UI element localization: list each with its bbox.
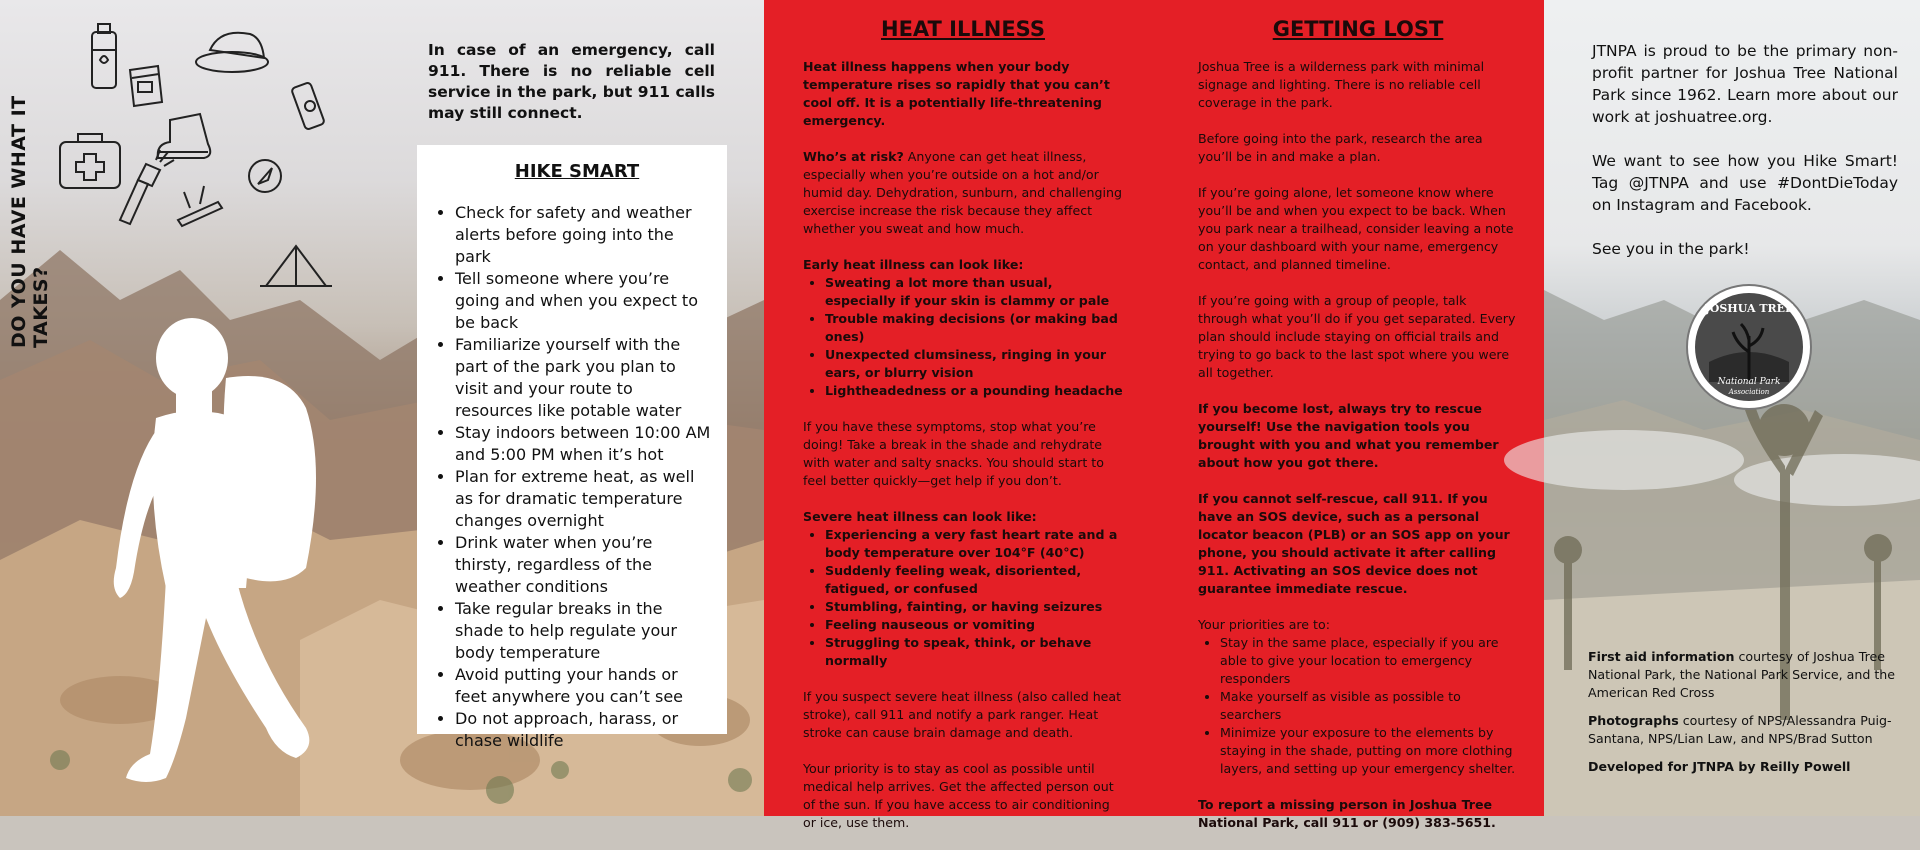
list-item: • Struggling to speak, think, or behave normally [825,634,1123,670]
credits [1588,648,1908,786]
early-signs-list [803,274,1123,400]
list-item: • Unexpected clumsiness, ringing in your ears, or blurry vision [825,346,1123,382]
list-item: • Plan for extreme heat, as well as for dramatic temperature changes overnight [455,466,713,532]
compass-icon [249,160,281,192]
logo-bottom-text-2: Association [1728,388,1770,396]
list-item: • Experiencing a very fast heart rate and a body temperature over 104°F (40°C) [825,526,1123,562]
getting-lost-title: GETTING LOST [1272,17,1444,41]
list-item: • Trouble making decisions (or making bad ones) [825,310,1123,346]
list-item: • Drink water when you’re thirsty, regardless of the weather conditions [455,532,713,598]
first-aid-kit-icon [60,134,120,188]
list-item: • Take regular breaks in the shade to help regulate your body temperature [455,598,713,664]
hike-smart-list [433,202,713,752]
credit-firstaid [1588,648,1908,702]
list-item: • Feeling nauseous or vomiting [825,616,1123,634]
list-item: • Stay indoors between 10:00 AM and 5:00 PM when it’s hot [455,422,713,466]
left-panel [0,0,764,816]
red-panel [764,0,1544,830]
list-item: • Sweating a lot more than usual, especially if your skin is clammy or pale [825,274,1123,310]
heat-intro: Heat illness happens when your body temperature rises so rapidly that you can’t cool off. It is a potentially life-threatening emergency. [803,59,1110,128]
list-item: • Stay in the same place, especially if you are able to give your location to emergency responders [1220,634,1518,688]
heat-risk-text: Anyone can get heat illness, especially when you’re outside on a hot and/or humid day. Dehydration, sunburn, and challenging exercise increase the risk because they affect whether you sweat and how much. [803,149,1122,236]
credit-photos [1588,712,1908,748]
food-bag-icon [130,66,162,106]
credit-photos-text: courtesy of NPS/Alessandra Puig-Santana, NPS/Lian Law, and NPS/Brad Sutton [1588,713,1892,746]
heat-risk-label: Who’s at risk? [803,149,904,164]
list-item: • Avoid putting your hands or feet anywhere you can’t see [455,664,713,708]
early-action: If you have these symptoms, stop what you’re doing! Take a break in the shade and rehydrate with water and salty snacks. You should start to feel better quickly—get help if you don’t. [803,419,1104,488]
lost-paragraph-1: Joshua Tree is a wilderness park with minimal signage and lighting. There is no reliable cell coverage in the park. [1198,59,1485,110]
getting-lost-column [1198,16,1518,850]
lost-paragraph-3: If you’re going alone, let someone know where you’ll be and when you expect to be back. When you park near a trailhead, consider leaving a note on your dashboard with your name, emergency contact, and planned timeline. [1198,185,1514,272]
severe-signs-label: Severe heat illness can look like: [803,509,1037,524]
lost-paragraph-4: If you’re going with a group of people, talk through what you’ll do if you get separated. Every plan should include staying on official trails and trying to go back to the last spot where you were all together. [1198,293,1516,380]
priorities-label: Your priorities are to: [1198,617,1330,632]
list-item: • Check for safety and weather alerts before going into the park [455,202,713,268]
logo-top-text: JOSHUA TREE [1704,302,1794,315]
heat-illness-title: HEAT ILLNESS [881,17,1045,41]
lost-paragraph-2: Before going into the park, research the area you’ll be in and make a plan. [1198,131,1483,164]
list-item: • Lightheadedness or a pounding headache [825,382,1123,400]
social-paragraph: We want to see how you Hike Smart! Tag @JTNPA and use #DontDieToday on Instagram and Facebook. [1592,152,1898,214]
about-text [1592,40,1898,282]
list-item: • Make yourself as visible as possible to searchers [1220,688,1518,724]
heat-priority: Your priority is to stay as cool as possible until medical help arrives. Get the affected person out of the sun. If you have access to air conditioning or ice, use them. [803,761,1114,830]
early-signs-label: Early heat illness can look like: [803,257,1024,272]
list-item: • Suddenly feeling weak, disoriented, fatigued, or confused [825,562,1123,598]
emergency-note: In case of an emergency, call 911. There is no reliable cell service in the park, but 911 calls may still connect. [428,41,715,122]
list-item: • Do not approach, harass, or chase wildlife [455,708,713,752]
list-item: • Stumbling, fainting, or having seizures [825,598,1123,616]
severe-signs-list [803,526,1123,670]
hike-smart-card [417,145,727,750]
flashlight-icon [120,150,174,224]
water-bottle-icon [92,24,116,88]
credit-firstaid-text: courtesy of Joshua Tree National Park, the National Park Service, and the American Red Cross [1588,649,1895,700]
jtnpa-logo [1684,282,1814,412]
gear-icons-group [60,20,360,300]
heat-risk-paragraph [803,148,1123,238]
priorities-list [1198,634,1518,778]
severe-action: If you suspect severe heat illness (also called heat stroke), call 911 and notify a park ranger. Heat stroke can cause brain damage and death. [803,689,1122,740]
right-panel [1544,0,1920,816]
list-item: • Tell someone where you’re going and when you expect to be back [455,268,713,334]
list-item: • Familiarize yourself with the part of the park you plan to visit and your route to resources like potable water [455,334,713,422]
missing-person-report: To report a missing person in Joshua Tree National Park, call 911 or (909) 383-5651. [1198,797,1496,830]
closing-line: See you in the park! [1592,240,1750,258]
credit-developer [1588,758,1908,776]
tent-icon [260,246,332,286]
hiking-boot-icon [158,114,211,158]
sunscreen-icon [291,82,325,130]
bucket-hat-icon [196,33,268,72]
credit-photos-label: Photographs [1588,713,1679,728]
credit-developer-text: Developed for JTNPA by Reilly Powell [1588,759,1851,774]
logo-bottom-text-1: National Park [1717,377,1781,387]
lost-paragraph-6: If you cannot self-rescue, call 911. If you have an SOS device, such as a personal locator beacon (PLB) or an SOS app on your phone, you should activate it after calling 911. Activating an SOS device does not guarantee immediate rescue. [1198,491,1510,596]
multitool-icon [178,186,222,226]
heat-illness-column [803,16,1123,850]
hiker-silhouette [96,318,356,798]
lost-paragraph-5: If you become lost, always try to rescue yourself! Use the navigation tools you brought with you and what you remember about how you got there. [1198,401,1499,470]
credit-firstaid-label: First aid information [1588,649,1735,664]
vertical-headline: DO YOU HAVE WHAT IT TAKES? [8,95,52,348]
about-paragraph: JTNPA is proud to be the primary non-profit partner for Joshua Tree National Park since 1962. Learn more about our work at joshuatree.org. [1592,42,1898,126]
hike-smart-title: HIKE SMART [514,161,640,182]
list-item: • Minimize your exposure to the elements by staying in the shade, putting on more clothing layers, and setting up your emergency shelter. [1220,724,1518,778]
